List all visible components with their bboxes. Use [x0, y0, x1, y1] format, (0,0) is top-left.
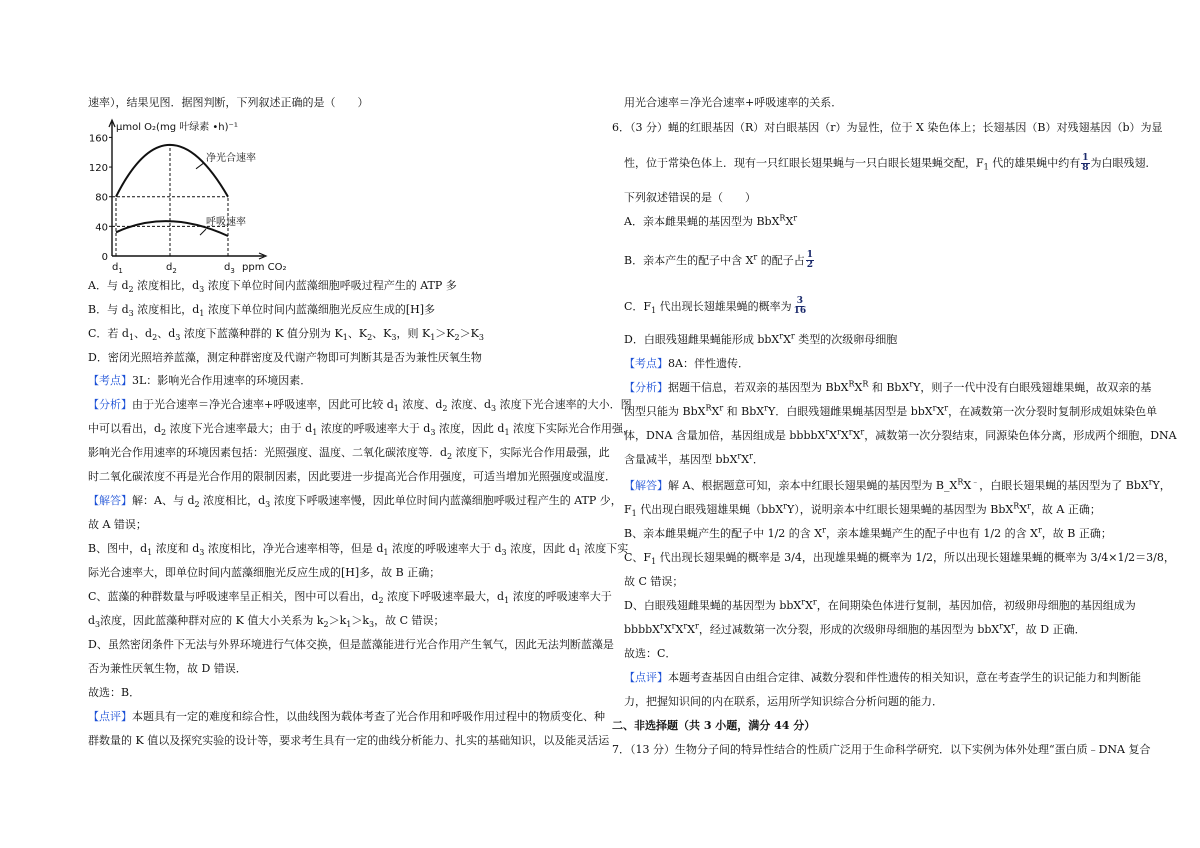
q6-line-1: 6．（3 分）蝇的红眼基因（R）对白眼基因（r）为显性，位于 X 染色体上；长翅基因（B）对残翅基因（b）为显 — [612, 121, 1163, 134]
series-label-leader — [200, 229, 206, 235]
dianping-text-1: 本题具有一定的难度和综合性，以曲线图为载体考查了光合作用和呼吸作用过程中的物质变化、种 — [132, 710, 605, 723]
r-fenxi-text-1: 据题干信息，若双亲的基因型为 $BbX^RX^R$ 和 BbX$^r$Y，则子一代中没有白眼残翅雄果蝇，故双亲的基 — [668, 379, 1152, 394]
fraction-denominator: 8 — [1082, 163, 1089, 173]
kaodian — [88, 374, 311, 388]
q6-fraction — [1081, 154, 1089, 173]
r-jieda-line-6: D、白眼残翅雌果蝇的基因型为 $bbX^rX^r$，在间期染色体进行复制，基因加倍，初级卵母细胞的基因组成为 — [624, 597, 1136, 612]
r-fenxi-tag: 【分析】 — [624, 381, 668, 394]
y-tick-label: 160 — [88, 133, 108, 145]
fenxi-tag: 【分析】 — [88, 398, 132, 411]
fenxi-line-4: 时二氧化碳浓度不再是光合作用的限制因素，因此要进一步提高光合作用强度，可适当增加光照强度或温度． — [88, 470, 616, 483]
y-tick-label: 80 — [95, 192, 108, 204]
jieda-line-2: 故 A 错误； — [88, 518, 147, 531]
fenxi-text-1: 由于光合速率＝净光合速率+呼吸速率，因此可比较 $d_1$ 浓度、$d_2$ 浓度、$d_3$ 浓度下光合速率的大小．图 — [132, 398, 632, 414]
dianping-line-2: 群数量的 K 值以及探究实验的设计等，要求考生具有一定的曲线分析能力、扎实的基础知识，以及能灵活运 — [88, 734, 610, 747]
r-jieda-line-1 — [624, 479, 1171, 493]
q6-option-c-fraction — [793, 297, 808, 316]
r-kaodian — [624, 357, 749, 371]
y-tick-label: 0 — [101, 252, 108, 263]
x-tick-label: $d_1$ — [112, 262, 123, 275]
fenxi-line-2: 中可以看出，$d_2$ 浓度下光合速率最大；由于 $d_1$ 浓度的呼吸速率大于 $d_3$ 浓度，因此 $d_1$ 浓度下实际光合作用强， — [88, 422, 635, 438]
r-jieda-line-2: $F_1$ 代出现白眼残翅雄果蝇（bbX$^r$Y），说明亲本中红眼长翅果蝇的基因型为 $BbX^RX^r$，故 A 正确； — [624, 501, 1101, 519]
right-top-line: 用光合速率＝净光合速率+呼吸速率的关系． — [624, 96, 843, 109]
r-dianping-tag: 【点评】 — [624, 671, 668, 684]
r-kaodian-tag: 【考点】 — [624, 357, 668, 370]
r-dianping-line-2: 力，把握知识间的内在联系，运用所学知识综合分析问题的能力． — [624, 695, 943, 708]
fraction-numerator: 1 — [806, 250, 814, 260]
r-jieda-line-5: 故 C 错误； — [624, 575, 684, 588]
answer-choice: 故选：B． — [88, 686, 141, 699]
q6-line-3: 下列叙述错误的是（ ） — [624, 191, 756, 204]
y-axis-label: μmol O₂(mg 叶绿素 •h)⁻¹ — [116, 122, 238, 133]
q6-line-2 — [624, 154, 1157, 173]
x-axis-label: ppm CO₂ — [242, 262, 287, 273]
q6-option-b-fraction — [806, 251, 814, 270]
fraction-denominator: 16 — [793, 306, 807, 316]
dianping-line-1 — [88, 710, 605, 724]
x-tick-label: $d_3$ — [224, 262, 235, 275]
q6-option-c[interactable] — [624, 297, 808, 316]
q6-option-b[interactable] — [624, 251, 815, 270]
q6-sub: 1 — [983, 162, 989, 172]
jieda-line-4: 际光合速率大，即单位时间内蓝藻细胞光反应生成的[H]多，故 B 正确； — [88, 566, 441, 579]
y-tick-label: 120 — [88, 163, 108, 175]
r-jieda-text-1: 解 A、根据题意可知，亲本中红眼长翅果蝇的基因型为 $B\_X^RX^﹣$，白眼长翅果蝇的基因型为了 BbX$^r$Y， — [668, 477, 1171, 492]
r-fenxi-line-3: 体，DNA 含量加倍，基因组成是 $bbbbX^rX^rX^rX^r$，减数第一次分裂结束，同源染色体分离，形成两个细胞，DNA — [624, 427, 1177, 442]
dianping-tag: 【点评】 — [88, 710, 132, 723]
series-label: 净光合速率 — [206, 152, 256, 164]
option-d[interactable]: D．密闭光照培养蓝藻，测定种群密度及代谢产物即可判断其是否为兼性厌氧生物 — [88, 351, 482, 364]
r-jieda-line-7: $bbbbX^rX^rX^rX^r$，经过减数第一次分裂，形成的次级卵母细胞的基因型为 $bbX^rX^r$，故 D 正确． — [624, 621, 1086, 636]
jieda-line-6: $d_3$浓度，因此蓝藻种群对应的 K 值大小关系为 $k_2>k_1>k_3$，故 C 错误； — [88, 614, 445, 630]
section-heading: 二、非选择题（共 3 小题，满分 44 分） — [612, 719, 816, 732]
r-answer-choice: 故选：C． — [624, 647, 677, 660]
jieda-line-5: C、蓝藻的种群数量与呼吸速率呈正相关，图中可以看出，$d_2$ 浓度下呼吸速率最大，$d_1$ 浓度的呼吸速率大于 — [88, 590, 612, 606]
option-b[interactable]: B．与 $d_3$ 浓度相比，$d_1$ 浓度下单位时间内蓝藻细胞光反应生成的[H]多 — [88, 303, 436, 319]
q6-text-b: 代的雄果蝇中约有 — [988, 156, 1081, 170]
rate-chart — [88, 118, 348, 275]
fraction-numerator: 3 — [796, 296, 804, 306]
option-c[interactable]: C．若 $d_1$、$d_2$、$d_3$ 浓度下蓝藻种群的 K 值分别为 $K_1$、$K_2$、$K_3$，则 $K_1>K_2>K_3$ — [88, 327, 484, 343]
jieda-text-1: 解：A、与 $d_2$ 浓度相比，$d_3$ 浓度下呼吸速率慢，因此单位时间内蓝藻细胞呼吸过程产生的 ATP 少， — [132, 494, 622, 510]
jieda-line-8: 否为兼性厌氧生物，故 D 错误． — [88, 662, 247, 675]
q6-text-c: 为白眼残翅． — [1090, 156, 1157, 170]
series-label: 呼吸速率 — [206, 217, 246, 229]
fraction-numerator: 1 — [1082, 153, 1089, 163]
fenxi-line-3: 影响光合作用速率的环境因素包括：光照强度、温度、二氧化碳浓度等．$d_2$ 浓度下，实际光合作用最强，此 — [88, 446, 610, 462]
r-jieda-tag: 【解答】 — [624, 479, 668, 492]
jieda-line-7: D、虽然密闭条件下无法与外界环境进行气体交换，但是蓝藻能进行光合作用产生氧气，因此无法判断蓝藻是 — [88, 638, 614, 651]
r-dianping-line-1 — [624, 671, 1141, 685]
r-jieda-line-4: C、$F_1$ 代出现长翅果蝇的概率是 3/4，出现雄果蝇的概率为 1/2，所以出现长翅雄果蝇的概率为 3/4×1/2＝3/8， — [624, 551, 1175, 567]
q6-option-c-text: C．$F_1$ 代出现长翅雄果蝇的概率为 — [624, 299, 792, 315]
kaodian-tag: 【考点】 — [88, 374, 132, 387]
option-a[interactable]: A．与 $d_2$ 浓度相比，$d_3$ 浓度下单位时间内蓝藻细胞呼吸过程产生的 ATP 多 — [88, 279, 457, 295]
q7-line-1: 7．（13 分）生物分子间的特异性结合的性质广泛用于生命科学研究．以下实例为体外处理“蛋白质﹣DNA 复合 — [612, 743, 1151, 756]
r-kaodian-text: 8A：伴性遗传． — [668, 357, 749, 370]
fraction-denominator: 2 — [806, 260, 814, 270]
r-fenxi-line-4: 含量减半，基因型 $bbX^rX^r$． — [624, 451, 764, 466]
question-intro: 速率），结果见图．据图判断，下列叙述正确的是（ ） — [88, 96, 369, 109]
y-tick-label: 40 — [95, 222, 108, 234]
r-jieda-line-3: B、亲本雌果蝇产生的配子中 1/2 的含 $X^r$，亲本雄果蝇产生的配子中也有 1/2 的含 $X^r$，故 B 正确； — [624, 525, 1112, 540]
q6-option-b-text: B．亲本产生的配子中含 $X^r$ 的配子占 — [624, 251, 805, 267]
r-fenxi-line-1 — [624, 381, 1151, 395]
q6-option-a[interactable]: A．亲本雌果蝇的基因型为 $BbX^RX^r$ — [624, 213, 798, 228]
kaodian-text: 3L：影响光合作用速率的环境因素． — [132, 374, 312, 387]
series-label-leader — [196, 163, 204, 169]
jieda-tag: 【解答】 — [88, 494, 132, 507]
q6-option-d[interactable]: D．白眼残翅雌果蝇能形成 $bbX^rX^r$ 类型的次级卵母细胞 — [624, 331, 898, 346]
jieda-line-1 — [88, 494, 622, 508]
r-dianping-text-1: 本题考查基因自由组合定律、减数分裂和伴性遗传的相关知识，意在考查学生的识记能力和判断能 — [668, 671, 1141, 684]
r-fenxi-line-2: 因型只能为 $BbX^RX^r$ 和 BbX$^r$Y．白眼残翅雌果蝇基因型是 $bbX^rX^r$，在减数第一次分裂时复制形成姐妹染色单 — [624, 403, 1158, 418]
fenxi-line-1 — [88, 398, 632, 412]
q6-text-a: 性，位于常染色体上．现有一只红眼长翅果蝇与一只白眼长翅果蝇交配，F — [624, 156, 984, 170]
x-tick-label: $d_2$ — [166, 262, 177, 275]
jieda-line-3: B、图中，$d_1$ 浓度和 $d_3$ 浓度相比，净光合速率相等，但是 $d_1$ 浓度的呼吸速率大于 $d_3$ 浓度，因此 $d_1$ 浓度下实 — [88, 542, 629, 558]
